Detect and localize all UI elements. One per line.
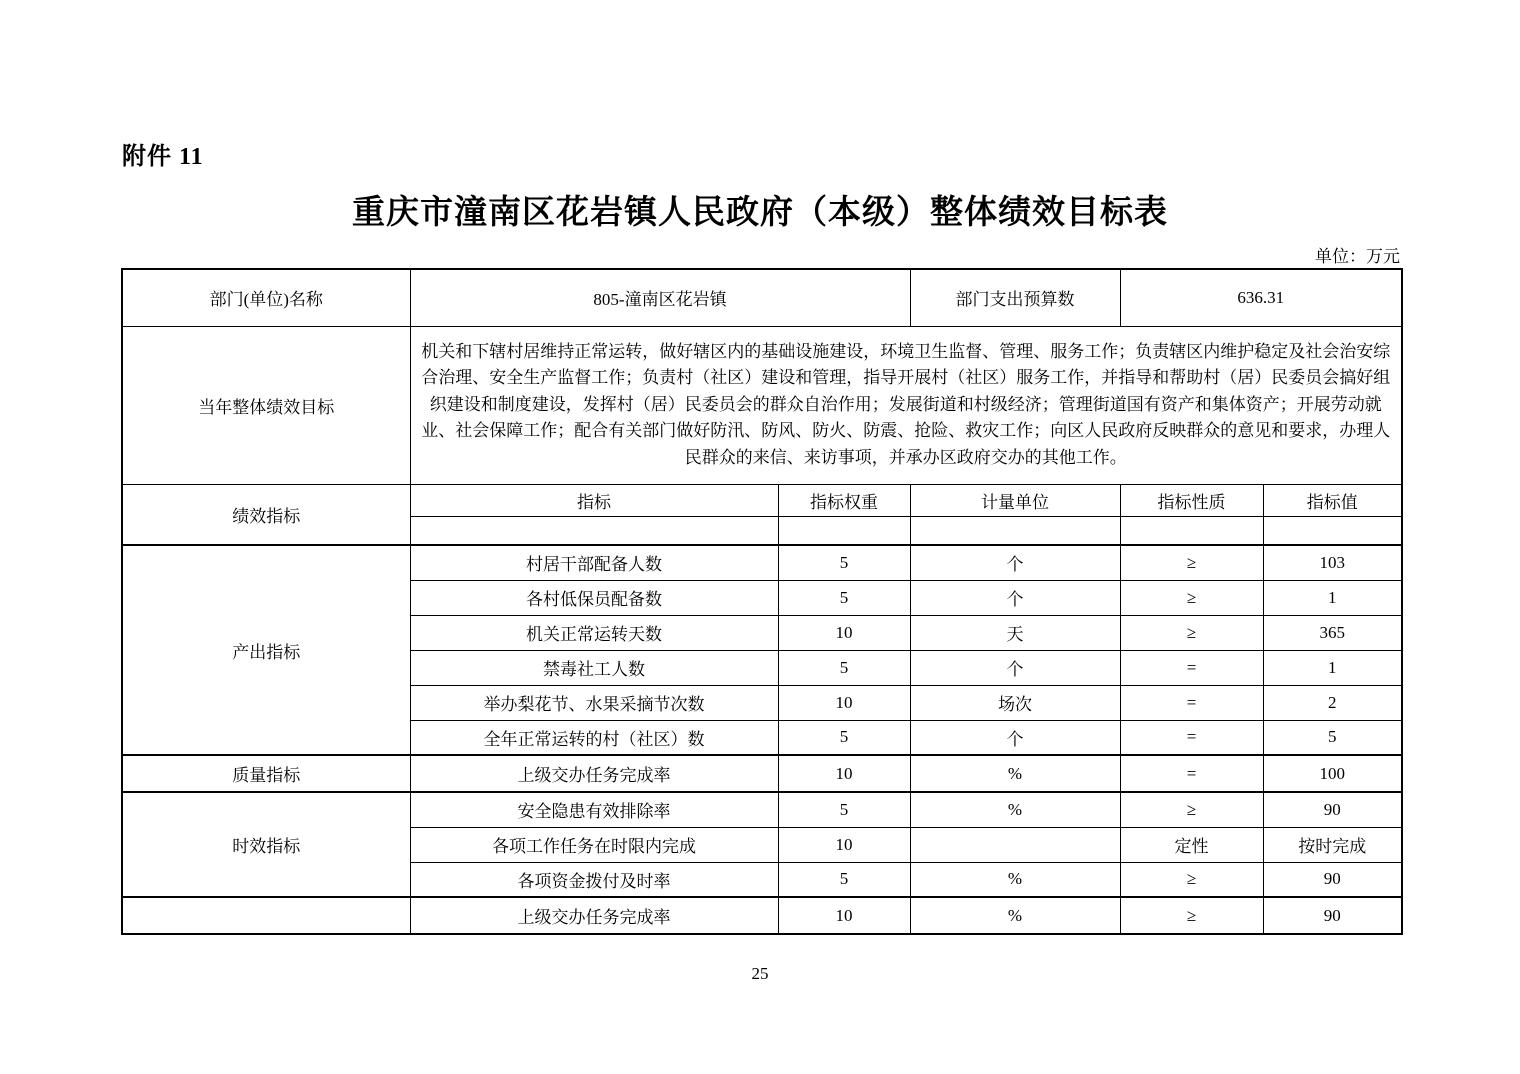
col-header-value: 指标值 xyxy=(1263,484,1402,516)
indicator-nature: = xyxy=(1120,685,1263,720)
spacer-cell xyxy=(910,516,1120,545)
indicator-weight: 10 xyxy=(778,615,910,650)
spacer-cell xyxy=(1120,516,1263,545)
indicator-value: 按时完成 xyxy=(1263,827,1402,862)
indicator-nature: ≥ xyxy=(1120,897,1263,934)
indicator-name: 安全隐患有效排除率 xyxy=(410,792,778,827)
indicator-value: 90 xyxy=(1263,862,1402,897)
indicator-value: 1 xyxy=(1263,580,1402,615)
table-row-indicator xyxy=(122,897,1402,934)
indicator-nature: ≥ xyxy=(1120,792,1263,827)
indicator-weight: 10 xyxy=(778,755,910,792)
indicator-unit: 个 xyxy=(910,720,1120,755)
indicator-unit: % xyxy=(910,755,1120,792)
goal-text: 机关和下辖村居维持正常运转，做好辖区内的基础设施建设，环境卫生监督、管理、服务工作；负责辖区内维护稳定及社会治安综合治理、安全生产监督工作；负责村（社区）建设和管理，指导开展村（社区）服务工作，并指导和帮助村（居）民委员会搞好组织建设和制度建设，发挥村（居）民委员会的群众自治作用；发展街道和村级经济；管理街道国有资产和集体资产；开展劳动就业、社会保障工作；配合有关部门做好防汛、防风、防火、防震、抢险、救灾工作；向区人民政府反映群众的意见和要求，办理人民群众的来信、来访事项，并承办区政府交办的其他工作。 xyxy=(410,326,1402,484)
spacer-cell xyxy=(410,516,778,545)
indicator-unit: % xyxy=(910,862,1120,897)
page-number: 25 xyxy=(751,964,769,983)
indicator-value: 5 xyxy=(1263,720,1402,755)
budget-label: 部门支出预算数 xyxy=(910,269,1120,326)
indicator-weight: 5 xyxy=(778,792,910,827)
table-row-indicator xyxy=(122,755,1402,792)
indicator-weight: 10 xyxy=(778,897,910,934)
indicator-weight: 10 xyxy=(778,685,910,720)
unit-note: 单位：万元 xyxy=(1315,247,1400,266)
metrics-section-label: 绩效指标 xyxy=(122,484,410,545)
indicator-nature: ≥ xyxy=(1120,545,1263,580)
col-header-nature: 指标性质 xyxy=(1120,484,1263,516)
indicator-nature: = xyxy=(1120,720,1263,755)
col-header-indicator: 指标 xyxy=(410,484,778,516)
indicator-weight: 10 xyxy=(778,827,910,862)
indicator-unit: 天 xyxy=(910,615,1120,650)
indicator-unit: 场次 xyxy=(910,685,1120,720)
attachment-label: 附件 11 xyxy=(122,144,204,170)
indicator-name: 各村低保员配备数 xyxy=(410,580,778,615)
indicator-weight: 5 xyxy=(778,580,910,615)
indicator-name: 举办梨花节、水果采摘节次数 xyxy=(410,685,778,720)
spacer-cell xyxy=(1263,516,1402,545)
indicator-nature: = xyxy=(1120,650,1263,685)
indicator-name: 禁毒社工人数 xyxy=(410,650,778,685)
indicator-name: 各项工作任务在时限内完成 xyxy=(410,827,778,862)
indicator-unit: 个 xyxy=(910,545,1120,580)
indicator-nature: 定性 xyxy=(1120,827,1263,862)
table-row-metrics-header xyxy=(122,484,1402,516)
indicator-unit xyxy=(910,827,1120,862)
indicator-weight: 5 xyxy=(778,545,910,580)
budget-value: 636.31 xyxy=(1120,269,1402,326)
spacer-cell xyxy=(778,516,910,545)
category-cell-empty xyxy=(122,897,410,934)
indicator-name: 上级交办任务完成率 xyxy=(410,897,778,934)
category-cell-output: 产出指标 xyxy=(122,545,410,755)
indicator-value: 1 xyxy=(1263,650,1402,685)
indicator-unit: 个 xyxy=(910,580,1120,615)
indicator-name: 全年正常运转的村（社区）数 xyxy=(410,720,778,755)
indicator-value: 90 xyxy=(1263,897,1402,934)
indicator-nature: = xyxy=(1120,755,1263,792)
indicator-name: 机关正常运转天数 xyxy=(410,615,778,650)
table-row-indicator xyxy=(122,545,1402,580)
indicator-unit: 个 xyxy=(910,650,1120,685)
category-cell-quality: 质量指标 xyxy=(122,755,410,792)
indicator-value: 100 xyxy=(1263,755,1402,792)
table-row-annual-goal xyxy=(122,326,1402,484)
indicator-value: 90 xyxy=(1263,792,1402,827)
dept-name-label: 部门(单位)名称 xyxy=(122,269,410,326)
indicator-name: 上级交办任务完成率 xyxy=(410,755,778,792)
indicator-value: 103 xyxy=(1263,545,1402,580)
col-header-weight: 指标权重 xyxy=(778,484,910,516)
indicator-nature: ≥ xyxy=(1120,615,1263,650)
indicator-weight: 5 xyxy=(778,862,910,897)
dept-name-value: 805-潼南区花岩镇 xyxy=(410,269,910,326)
indicator-value: 365 xyxy=(1263,615,1402,650)
performance-target-table xyxy=(121,268,1403,935)
page-title: 重庆市潼南区花岩镇人民政府（本级）整体绩效目标表 xyxy=(352,195,1168,231)
indicator-name: 村居干部配备人数 xyxy=(410,545,778,580)
goal-label: 当年整体绩效目标 xyxy=(122,326,410,484)
indicator-unit: % xyxy=(910,897,1120,934)
indicator-nature: ≥ xyxy=(1120,862,1263,897)
indicator-unit: % xyxy=(910,792,1120,827)
indicator-name: 各项资金拨付及时率 xyxy=(410,862,778,897)
indicator-nature: ≥ xyxy=(1120,580,1263,615)
table-row-indicator xyxy=(122,792,1402,827)
table-row-department xyxy=(122,269,1402,326)
col-header-unit: 计量单位 xyxy=(910,484,1120,516)
indicator-weight: 5 xyxy=(778,650,910,685)
indicator-value: 2 xyxy=(1263,685,1402,720)
indicator-weight: 5 xyxy=(778,720,910,755)
category-cell-timeliness: 时效指标 xyxy=(122,792,410,897)
